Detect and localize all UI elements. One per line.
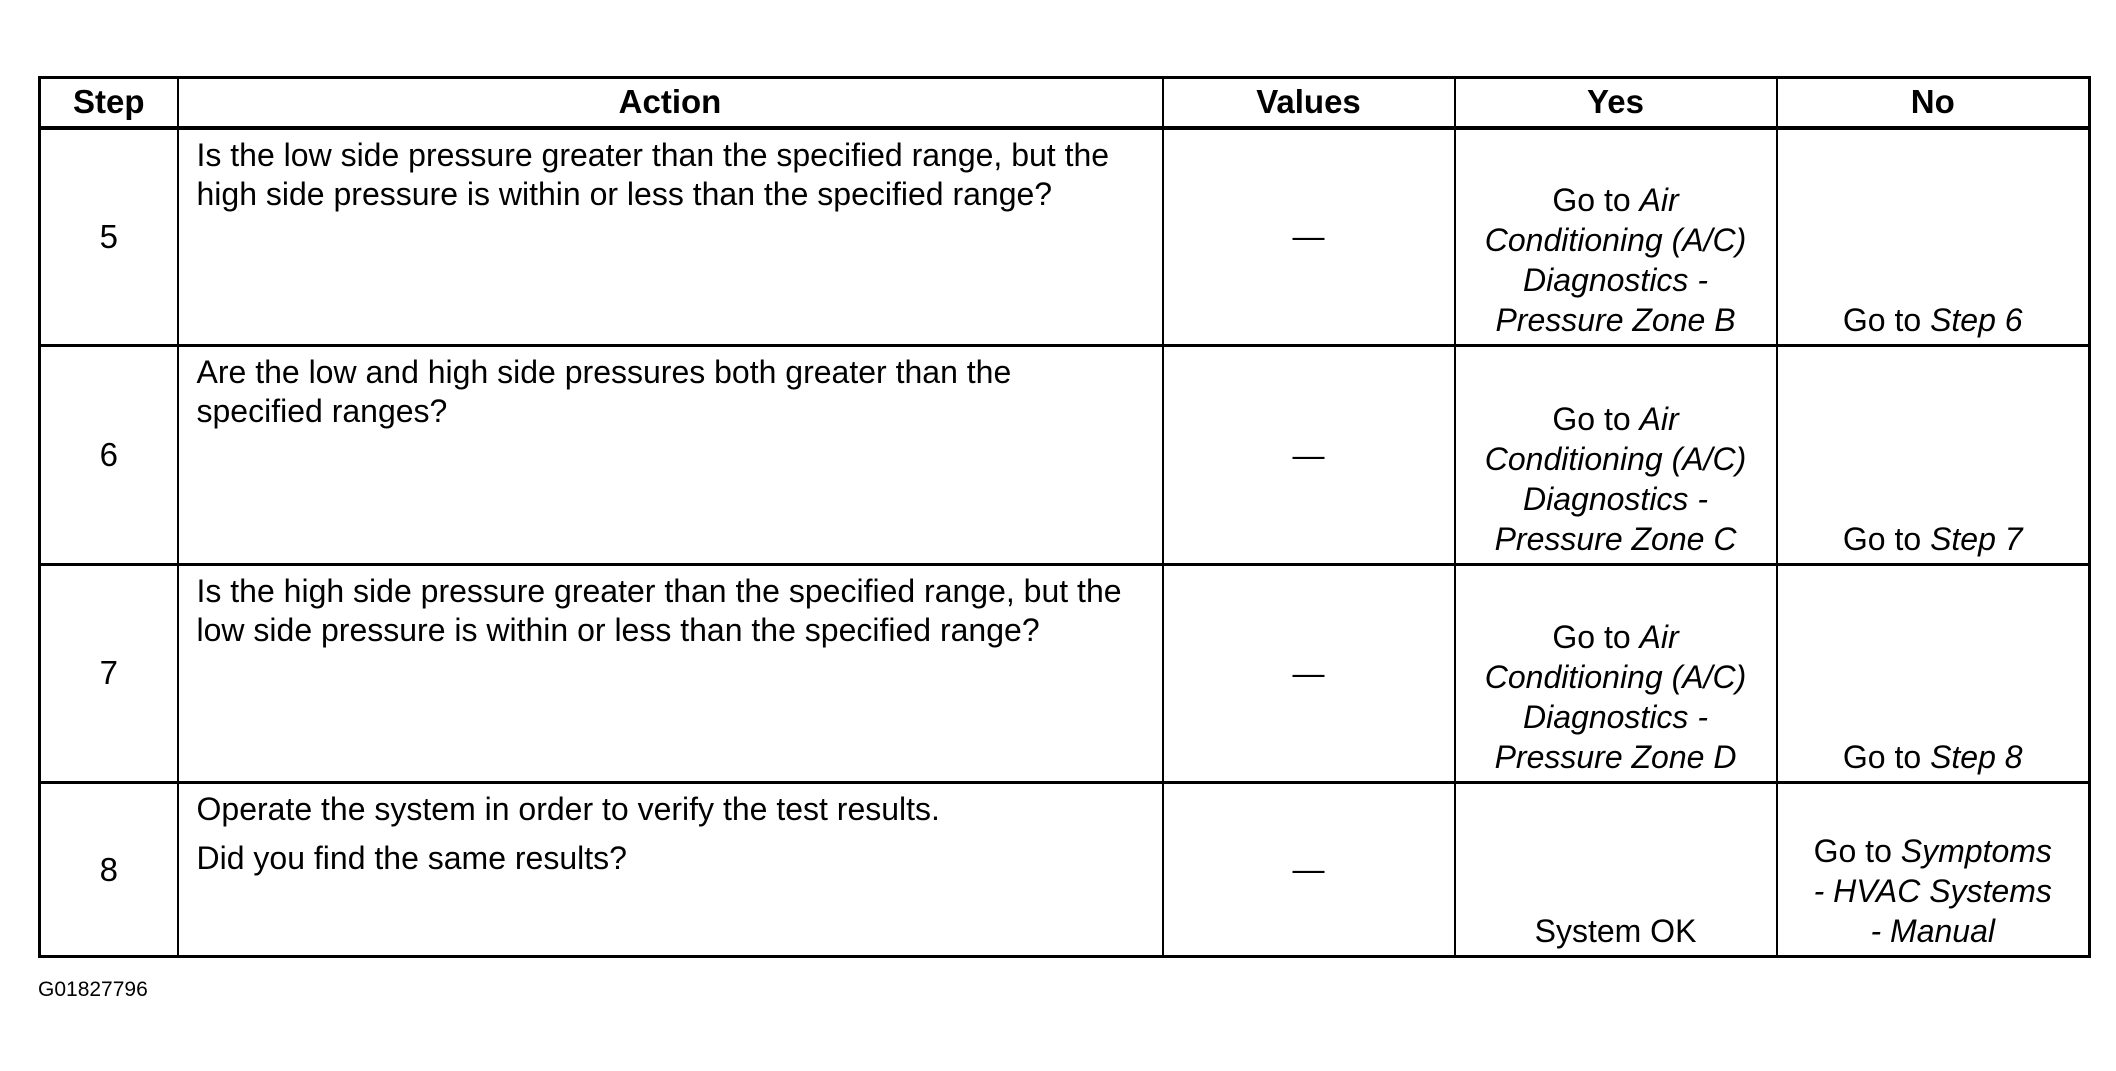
yes-reference: Air — [1639, 182, 1679, 219]
no-prefix: Go to — [1842, 302, 1922, 339]
header-yes: Yes — [1455, 78, 1777, 128]
yes-cell — [1455, 128, 1777, 346]
figure-id: G01827796 — [38, 978, 148, 1001]
no-reference: - Manual — [1870, 913, 1995, 949]
no-prefix: Go to — [1842, 520, 1922, 557]
no-reference: - HVAC Systems — [1813, 873, 2052, 909]
action-cell — [178, 346, 1163, 564]
no-prefix: Go to — [1842, 739, 1922, 776]
values-cell: — — [1163, 564, 1455, 782]
yes-reference: Pressure Zone C — [1494, 520, 1737, 557]
action-cell — [178, 783, 1163, 957]
no-cell — [1777, 564, 2090, 782]
header-action: Action — [178, 78, 1163, 128]
header-no: No — [1777, 78, 2090, 128]
no-prefix: Go to — [1813, 833, 1892, 869]
yes-reference: Conditioning (A/C) — [1484, 440, 1747, 477]
yes-reference: Air — [1639, 400, 1679, 437]
step-cell: 6 — [40, 346, 178, 564]
no-reference: Step 6 — [1930, 302, 2023, 339]
values-cell: — — [1163, 128, 1455, 346]
no-cell — [1777, 346, 2090, 564]
no-cell — [1777, 783, 2090, 957]
yes-prefix: Go to — [1552, 400, 1631, 437]
values-cell: — — [1163, 346, 1455, 564]
action-text: Is the high side pressure greater than the specified range, but the low side pressure is within or less than the specified range? — [196, 572, 1122, 648]
values-cell: — — [1163, 783, 1455, 957]
yes-reference: Conditioning (A/C) — [1484, 659, 1747, 696]
yes-cell — [1455, 783, 1777, 957]
yes-reference: Conditioning (A/C) — [1484, 222, 1747, 259]
yes-reference: Diagnostics - — [1523, 262, 1708, 299]
yes-prefix: Go to — [1552, 182, 1631, 219]
action-cell — [178, 128, 1163, 346]
step-cell: 8 — [40, 783, 178, 957]
no-reference: Step 8 — [1930, 739, 2023, 776]
action-text: Operate the system in order to verify the test results. — [196, 791, 940, 828]
table-row — [40, 564, 2090, 782]
yes-text: System OK — [1534, 913, 1697, 949]
no-reference: Step 7 — [1930, 520, 2023, 557]
table-row — [40, 783, 2090, 957]
action-text: Are the low and high side pressures both greater than the specified ranges? — [196, 354, 1012, 430]
yes-reference: Air — [1639, 619, 1679, 656]
table-row — [40, 346, 2090, 564]
action-text: Is the low side pressure greater than the specified range, but the high side pressure is within or less than the specified range? — [196, 136, 1110, 212]
diagnostic-table — [38, 76, 2091, 958]
yes-reference: Diagnostics - — [1523, 480, 1708, 517]
header-values: Values — [1163, 78, 1455, 128]
yes-cell — [1455, 564, 1777, 782]
table-row — [40, 128, 2090, 346]
header-step: Step — [40, 78, 178, 128]
yes-cell — [1455, 346, 1777, 564]
yes-reference: Diagnostics - — [1523, 699, 1708, 736]
table-body — [40, 128, 2090, 957]
step-cell: 7 — [40, 564, 178, 782]
step-cell: 5 — [40, 128, 178, 346]
yes-reference: Pressure Zone B — [1495, 302, 1736, 339]
no-reference: Symptoms — [1900, 833, 2052, 869]
action-text: Did you find the same results? — [196, 840, 627, 877]
yes-prefix: Go to — [1552, 619, 1631, 656]
yes-reference: Pressure Zone D — [1494, 739, 1737, 776]
action-cell — [178, 564, 1163, 782]
no-cell — [1777, 128, 2090, 346]
header-row — [40, 78, 2090, 128]
